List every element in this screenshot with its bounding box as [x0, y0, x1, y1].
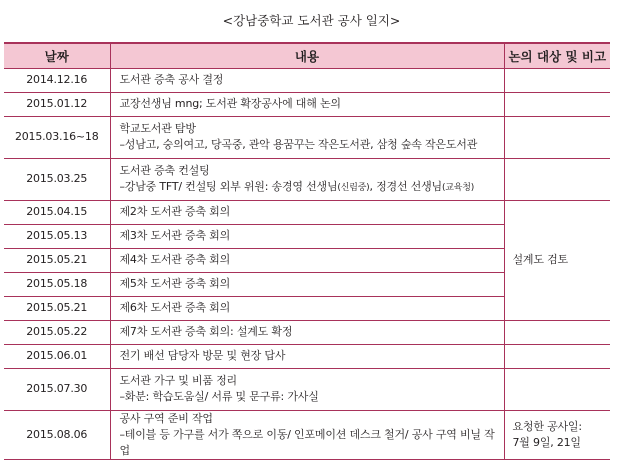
table-row [4, 200, 610, 224]
note-cell-design-review: 설계도 검토 [504, 200, 610, 320]
table-header-row [4, 43, 610, 68]
date-cell: 2015.05.21 [4, 248, 110, 272]
content-cell: 제6차 도서관 증축 회의 [110, 296, 504, 320]
content-cell: 제7차 도서관 증축 회의: 설계도 확정 [110, 320, 504, 344]
date-cell: 2015.03.25 [4, 158, 110, 200]
header-date: 날짜 [4, 43, 110, 68]
content-cell: 교장선생님 mng; 도서관 확장공사에 대해 논의 [110, 92, 504, 116]
date-cell: 2015.05.18 [4, 272, 110, 296]
table-row [4, 116, 610, 158]
content-line: 공사 구역 준비 작업 [119, 411, 213, 425]
content-cell [110, 116, 504, 158]
content-cell: 제3차 도서관 증축 회의 [110, 224, 504, 248]
table-row [4, 92, 610, 116]
note-cell [504, 68, 610, 92]
date-cell: 2015.06.01 [4, 344, 110, 368]
note-cell [504, 320, 610, 344]
content-cell: 도서관 증축 공사 결정 [110, 68, 504, 92]
content-subline: –강남중 TFT/ 컨설팅 외부 위원: 송경영 선생님(신림중), 정경선 선생님(교육청) [119, 179, 475, 193]
content-cell: 전기 배선 담당자 방문 및 현장 답사 [110, 344, 504, 368]
table-row [4, 410, 610, 459]
table-row [4, 158, 610, 200]
content-cell: 제5차 도서관 증축 회의 [110, 272, 504, 296]
note-cell [504, 368, 610, 410]
content-cell [110, 158, 504, 200]
content-cell [110, 368, 504, 410]
content-line: 학교도서관 탐방 [119, 122, 196, 135]
note-cell [504, 92, 610, 116]
note-cell [504, 158, 610, 200]
note-line: 요청한 공사일: [512, 419, 582, 433]
date-cell: 2015.04.15 [4, 200, 110, 224]
date-cell: 2015.01.12 [4, 92, 110, 116]
content-line: 도서관 증축 컨설팅 [119, 163, 210, 177]
header-note: 논의 대상 및 비고 [504, 43, 610, 68]
date-cell: 2015.03.16~18 [4, 116, 110, 158]
date-cell: 2015.07.30 [4, 368, 110, 410]
content-subline: –성남고, 숭의여고, 당곡중, 관악 용꿈꾸는 작은도서관, 삼청 숲속 작은도서관 [119, 138, 478, 151]
content-subline: –화분: 학습도움실/ 서류 및 문구류: 가사실 [119, 390, 319, 403]
note-cell [504, 116, 610, 158]
content-cell: 제2차 도서관 증축 회의 [110, 200, 504, 224]
page-title: <강남중학교 도서관 공사 일지> [222, 13, 401, 28]
date-cell: 2015.05.13 [4, 224, 110, 248]
content-cell [110, 410, 504, 459]
table-row [4, 344, 610, 368]
note-cell-request [504, 410, 610, 459]
content-line: 도서관 가구 및 비품 정리 [119, 374, 237, 387]
date-cell: 2015.05.22 [4, 320, 110, 344]
table-row [4, 68, 610, 92]
table-row [4, 320, 610, 344]
header-content: 내용 [110, 43, 504, 68]
content-subline: –테이블 등 가구를 서가 쪽으로 이동/ 인포메이션 데스크 철거/ 공사 구역 비닐 작업 [119, 427, 495, 457]
date-cell: 2014.12.16 [4, 68, 110, 92]
construction-log-table [4, 42, 610, 460]
date-cell: 2015.05.21 [4, 296, 110, 320]
note-cell [504, 344, 610, 368]
note-line: 7월 9일, 21일 [512, 435, 581, 449]
content-cell: 제4차 도서관 증축 회의 [110, 248, 504, 272]
date-cell: 2015.08.06 [4, 410, 110, 459]
table-row [4, 368, 610, 410]
